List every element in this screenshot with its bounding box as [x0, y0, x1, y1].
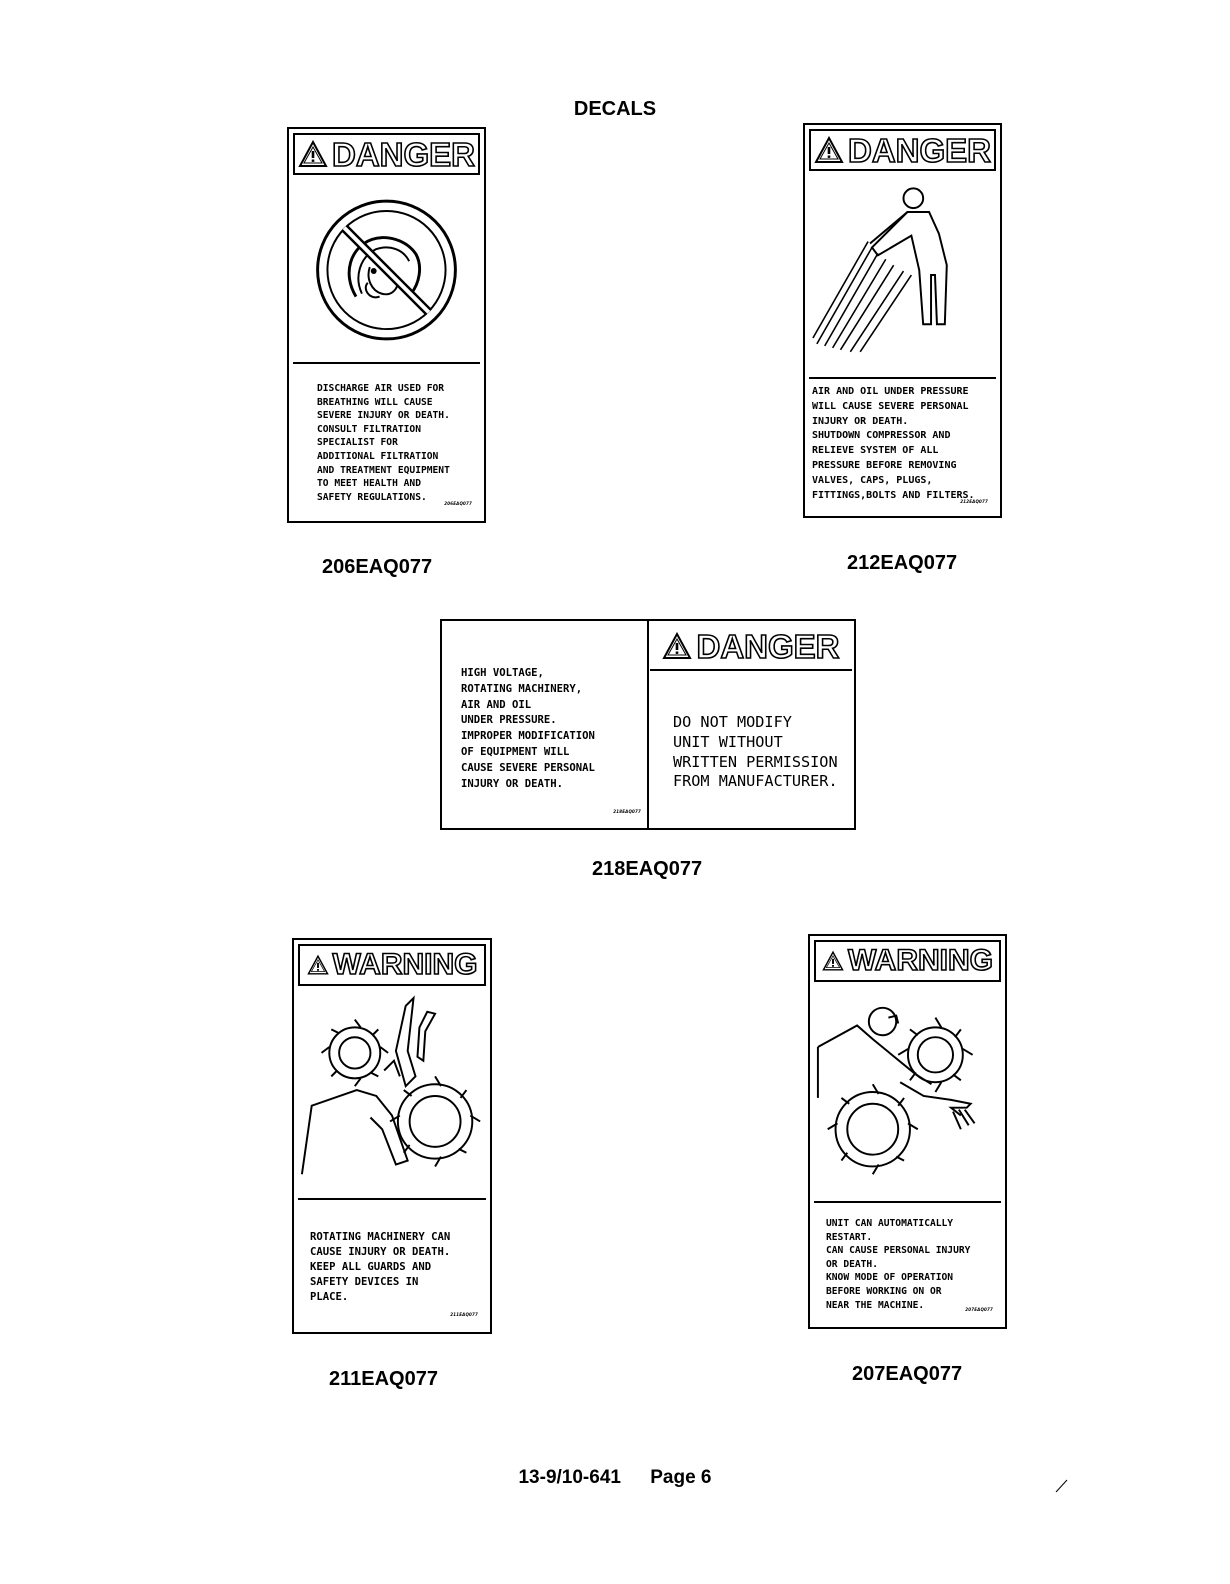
text-line: NEAR THE MACHINE. — [826, 1299, 925, 1311]
decal-part-number: 207EAQ077 — [965, 1307, 993, 1313]
decal-218-left-text — [442, 621, 649, 828]
text-line: ROTATING MACHINERY, — [461, 682, 583, 695]
text-line: BEFORE WORKING ON OR — [826, 1285, 942, 1297]
text-line: INJURY OR DEATH. — [461, 777, 564, 790]
text-line: CAUSE INJURY OR DEATH. — [310, 1246, 451, 1258]
decal-text — [298, 1198, 486, 1328]
text-line: DISCHARGE AIR USED FOR — [317, 383, 445, 394]
text-line: HIGH VOLTAGE, — [461, 667, 544, 679]
warning-triangle-icon — [822, 947, 844, 975]
text-line: FROM MANUFACTURER. — [673, 772, 838, 791]
text-line: SHUTDOWN COMPRESSOR AND — [812, 430, 951, 442]
caption-206: 206EAQ077 — [322, 556, 433, 578]
decal-part-number: 212EAQ077 — [960, 499, 988, 505]
page-title: DECALS — [573, 98, 657, 120]
text-line: RESTART. — [826, 1231, 873, 1243]
text-line: BREATHING WILL CAUSE — [317, 396, 433, 408]
caption-207: 207EAQ077 — [852, 1363, 963, 1385]
warning-triangle-icon — [307, 951, 329, 979]
text-line: IMPROPER MODIFICATION — [461, 730, 595, 743]
text-line: AIR AND OIL — [461, 698, 532, 711]
text-line: OR DEATH. — [826, 1258, 878, 1270]
decal-part-number: 218EAQ077 — [613, 809, 641, 815]
header-word: DANGER — [847, 131, 991, 169]
danger-header — [650, 623, 852, 671]
text-line: CAUSE SEVERE PERSONAL — [461, 761, 595, 774]
text-line: WILL CAUSE SEVERE PERSONAL — [812, 400, 969, 412]
text-line: KNOW MODE OF OPERATION — [826, 1272, 954, 1284]
decal-207 — [808, 934, 1007, 1329]
warning-triangle-icon — [814, 136, 844, 164]
text-line: VALVES, CAPS, PLUGS, — [812, 474, 933, 486]
caption-218: 218EAQ077 — [592, 858, 703, 880]
text-line: ADDITIONAL FILTRATION — [317, 450, 439, 462]
header-word: DANGER — [696, 627, 840, 665]
text-line: TO MEET HEALTH AND — [317, 478, 421, 490]
text-line: WRITTEN PERMISSION — [673, 752, 838, 771]
text-line: UNIT CAN AUTOMATICALLY — [826, 1218, 954, 1229]
header-word: DANGER — [331, 135, 475, 173]
text-line: INJURY OR DEATH. — [812, 415, 909, 427]
decal-211 — [292, 938, 492, 1334]
text-line: SEVERE INJURY OR DEATH. — [317, 410, 450, 422]
decal-text — [293, 362, 480, 517]
stray-mark — [1052, 1476, 1072, 1496]
header-word: WARNING — [332, 948, 478, 981]
decal-206 — [287, 127, 486, 523]
warning-triangle-icon — [298, 140, 328, 168]
caption-211: 211EAQ077 — [329, 1368, 438, 1390]
danger-header — [293, 133, 480, 175]
text-line: FITTINGS,BOLTS AND FILTERS. — [812, 489, 975, 501]
text-line: KEEP ALL GUARDS AND — [310, 1261, 432, 1273]
text-line: PLACE. — [310, 1291, 349, 1303]
danger-header — [809, 129, 996, 171]
text-line: SAFETY DEVICES IN — [310, 1276, 419, 1288]
decal-part-number: 206EAQ077 — [444, 501, 472, 507]
document-number: 13-9/10-641 — [518, 1467, 621, 1488]
decal-part-number: 211EAQ077 — [450, 1312, 478, 1317]
page-number: Page 6 — [650, 1467, 712, 1488]
header-word: WARNING — [848, 944, 993, 977]
text-line: ROTATING MACHINERY CAN — [310, 1231, 451, 1243]
decal-212 — [803, 123, 1002, 518]
text-line: CONSULT FILTRATION — [317, 423, 421, 435]
decal-text — [809, 377, 996, 512]
text-line: UNIT WITHOUT — [673, 732, 783, 751]
decal-218 — [440, 619, 856, 830]
hand-in-gears-icon — [298, 990, 486, 1198]
page-footer — [0, 1467, 1230, 1489]
text-line: AIR AND OIL UNDER PRESSURE — [812, 386, 969, 397]
text-line: SPECIALIST FOR — [317, 437, 398, 449]
decal-text — [814, 1201, 1001, 1323]
text-line: SAFETY REGULATIONS. — [317, 491, 427, 503]
text-line: DO NOT MODIFY — [673, 713, 792, 731]
text-line: UNDER PRESSURE. — [461, 714, 557, 727]
decal-218-right-text — [673, 713, 838, 792]
text-line: RELIEVE SYSTEM OF ALL — [812, 445, 939, 457]
caption-212: 212EAQ077 — [847, 552, 958, 574]
text-line: OF EQUIPMENT WILL — [461, 745, 570, 758]
text-line: CAN CAUSE PERSONAL INJURY — [826, 1245, 971, 1257]
no-breathing-mask-icon — [293, 179, 480, 362]
pressure-spray-person-icon — [809, 175, 996, 377]
text-line: AND TREATMENT EQUIPMENT — [317, 464, 450, 476]
person-at-gears-icon — [814, 986, 1001, 1201]
text-line: PRESSURE BEFORE REMOVING — [812, 459, 957, 471]
warning-header — [814, 940, 1001, 982]
warning-triangle-icon — [662, 632, 692, 660]
warning-header — [298, 944, 486, 986]
